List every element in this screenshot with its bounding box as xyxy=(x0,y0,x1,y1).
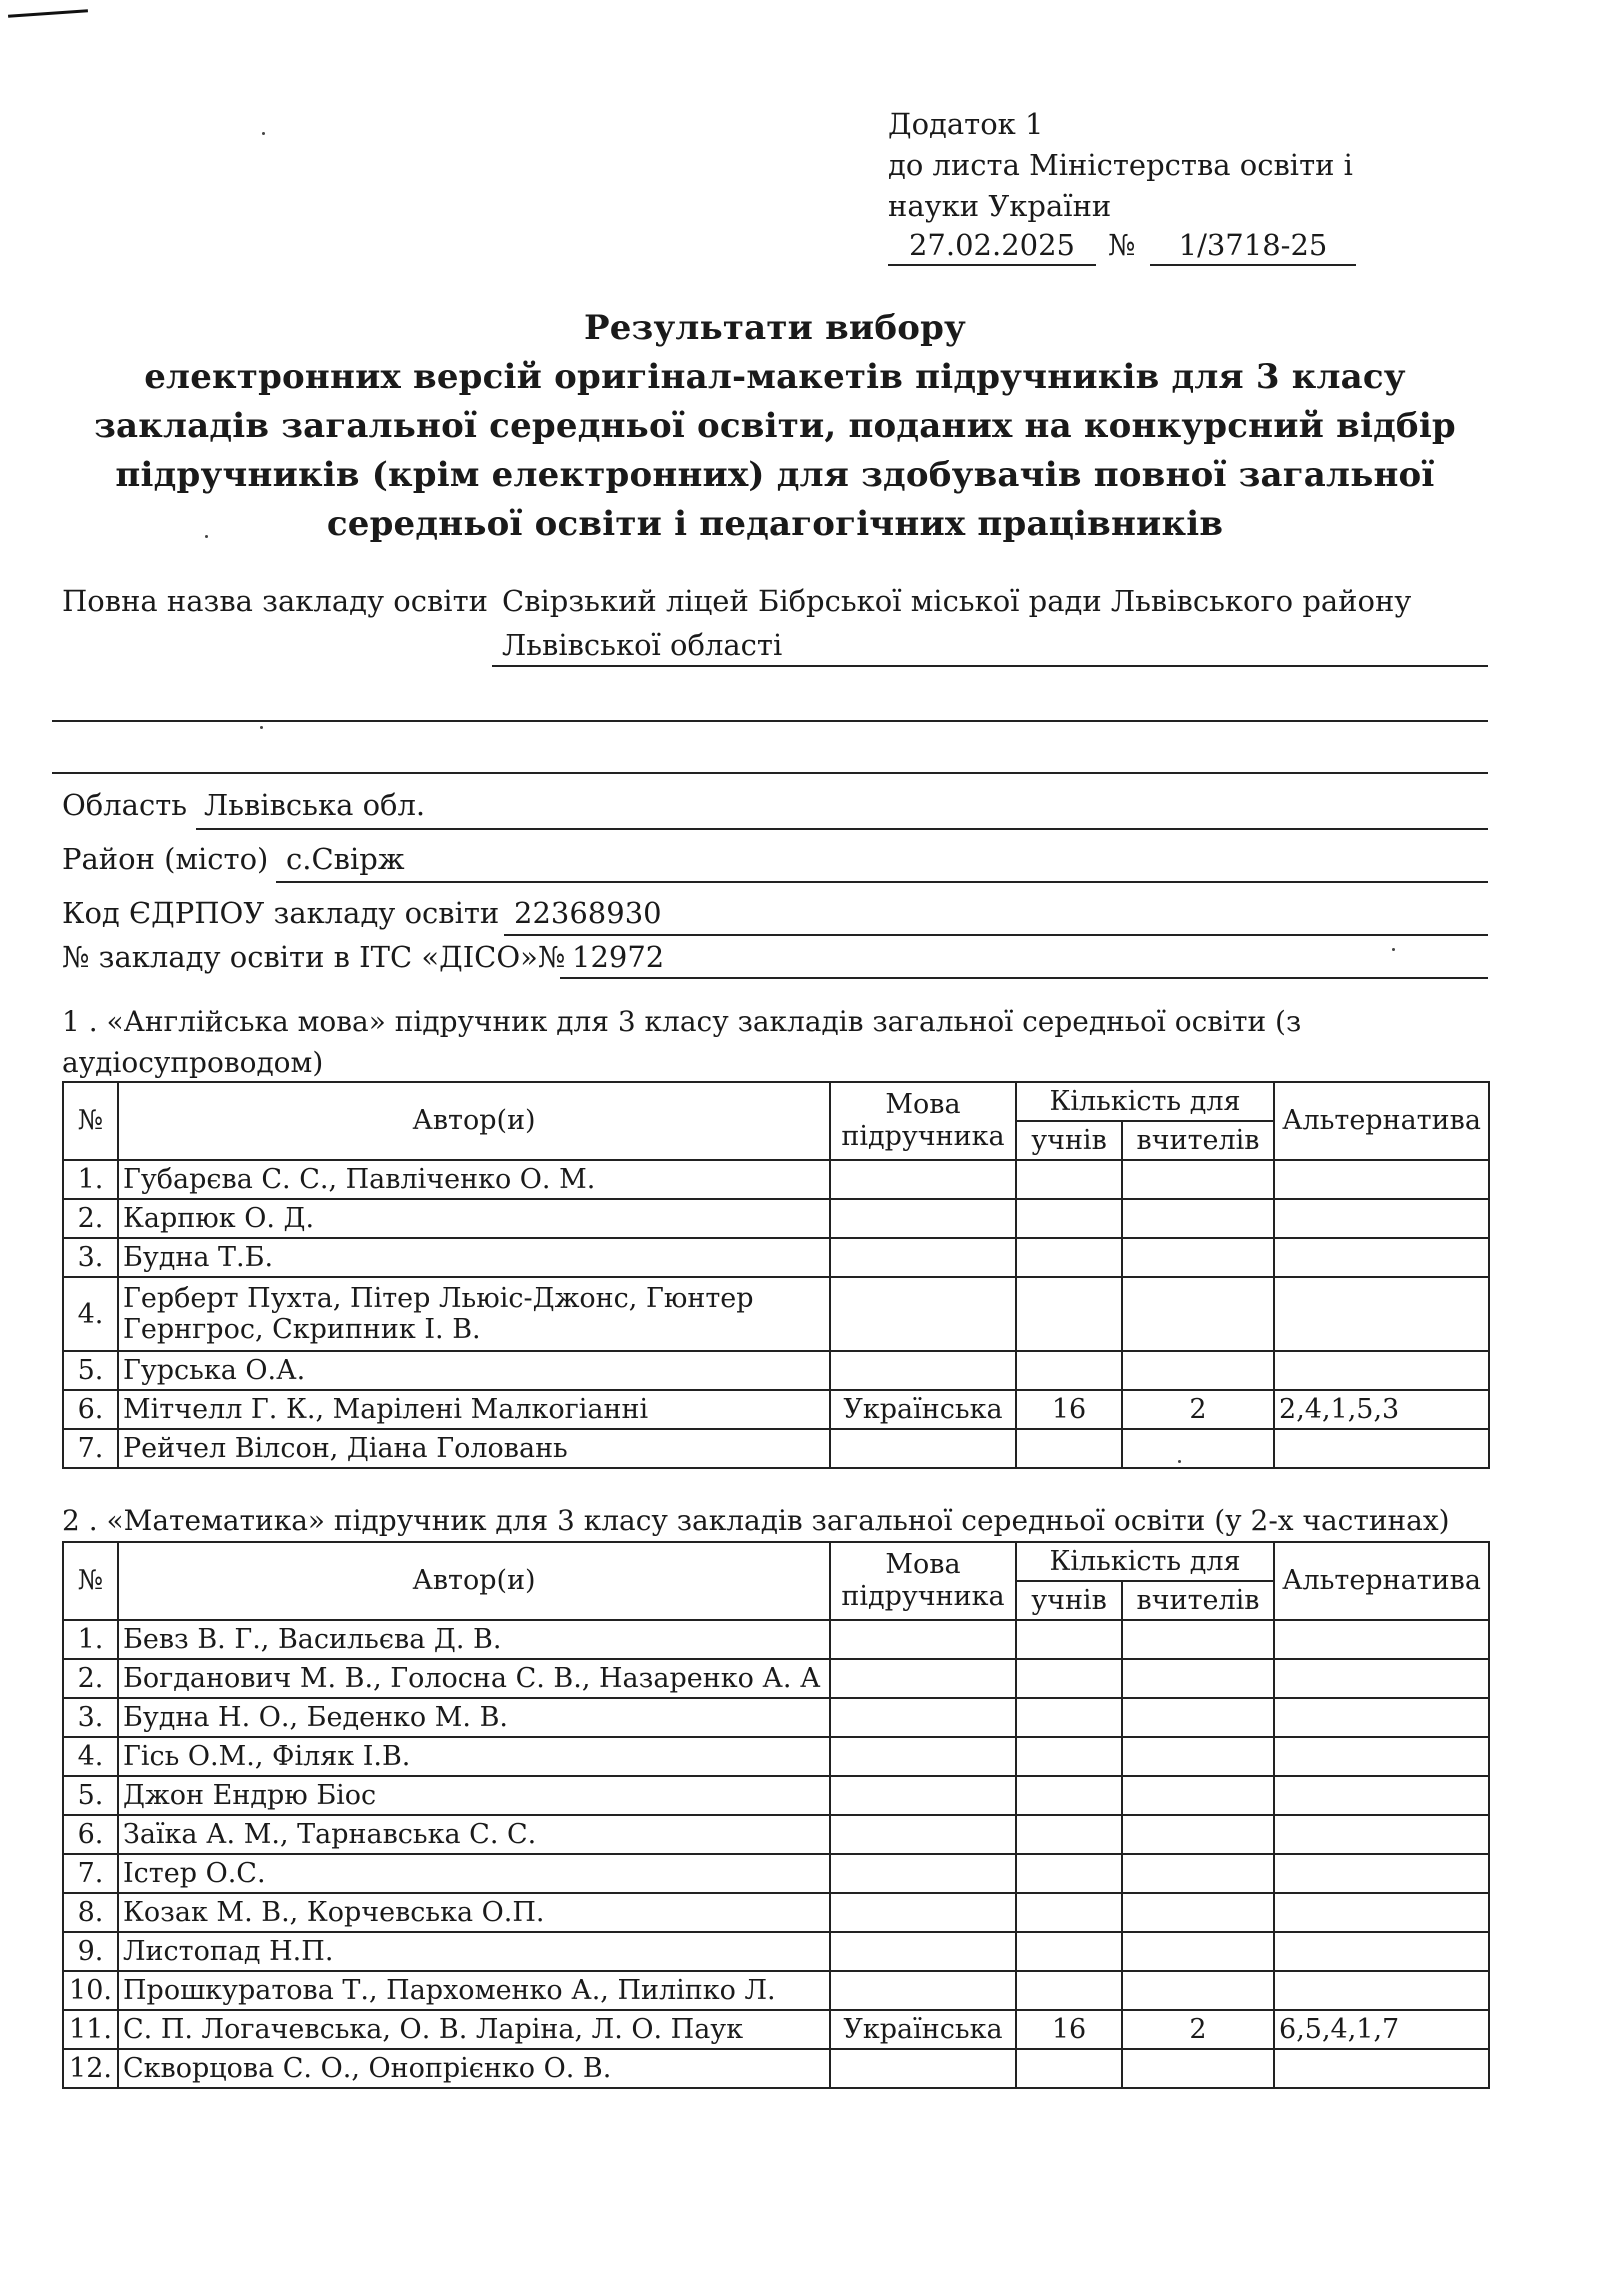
row-alternative xyxy=(1274,1659,1489,1698)
row-alternative xyxy=(1274,1429,1489,1468)
table-row xyxy=(63,1238,1489,1277)
section-1-heading xyxy=(62,1001,1482,1083)
row-teachers xyxy=(1122,1737,1274,1776)
row-students: 16 xyxy=(1016,2010,1122,2049)
row-language xyxy=(830,1776,1016,1815)
row-language xyxy=(830,1351,1016,1390)
col-header-language xyxy=(830,1082,1016,1160)
table-row xyxy=(63,1390,1489,1429)
row-teachers xyxy=(1122,1893,1274,1932)
edrpou-value: 22368930 xyxy=(514,896,662,930)
table-row xyxy=(63,1815,1489,1854)
title-line: Результати вибору xyxy=(583,308,967,348)
addendum-block xyxy=(888,104,1353,227)
row-alternative: 2,4,1,5,3 xyxy=(1274,1390,1489,1429)
table-row xyxy=(63,2049,1489,2088)
row-teachers: 2 xyxy=(1122,1390,1274,1429)
col-header-no: № xyxy=(63,1542,118,1620)
row-number: 2. xyxy=(63,1199,118,1238)
row-number: 6. xyxy=(63,1390,118,1429)
row-authors: Рейчел Вілсон, Діана Головань xyxy=(118,1429,830,1468)
row-language xyxy=(830,1277,1016,1351)
row-students xyxy=(1016,1351,1122,1390)
col-header-students: учнів xyxy=(1016,1581,1122,1620)
row-language xyxy=(830,1698,1016,1737)
district-value: с.Свірж xyxy=(286,842,405,876)
row-number: 12. xyxy=(63,2049,118,2088)
addendum-line: до листа Міністерства освіти і xyxy=(888,148,1353,182)
row-students xyxy=(1016,1620,1122,1659)
row-number: 5. xyxy=(63,1351,118,1390)
table-row xyxy=(63,1854,1489,1893)
row-language xyxy=(830,1932,1016,1971)
row-number: 2. xyxy=(63,1659,118,1698)
row-authors: Козак М. В., Корчевська О.П. xyxy=(118,1893,830,1932)
row-teachers xyxy=(1122,1351,1274,1390)
school-name-value: Свірзький ліцей Бібрської міської ради Львівського району xyxy=(502,584,1412,618)
col-header-authors: Автор(и) xyxy=(118,1542,830,1620)
row-authors: Прошкуратова Т., Пархоменко А., Пиліпко Л. xyxy=(118,1971,830,2010)
row-language xyxy=(830,1971,1016,2010)
underline xyxy=(196,828,1488,830)
row-number: 8. xyxy=(63,1893,118,1932)
row-language xyxy=(830,2049,1016,2088)
row-authors: Гурська О.А. xyxy=(118,1351,830,1390)
row-number: 6. xyxy=(63,1815,118,1854)
underline xyxy=(52,772,1488,774)
table-row xyxy=(63,1620,1489,1659)
row-authors: Бевз В. Г., Васильєва Д. В. xyxy=(118,1620,830,1659)
col-header-text: підручника xyxy=(841,1581,1005,1612)
row-language xyxy=(830,1620,1016,1659)
table-header-row xyxy=(63,1082,1489,1121)
row-language: Українська xyxy=(830,1390,1016,1429)
title-line: середньої освіти і педагогічних працівників xyxy=(326,504,1224,544)
row-authors: Гісь О.М., Філяк І.В. xyxy=(118,1737,830,1776)
addendum-line: Додаток 1 xyxy=(888,107,1044,141)
itc-label: № закладу освіти в ІТС «ДІСО»№ xyxy=(62,940,566,974)
row-authors: Будна Н. О., Беденко М. В. xyxy=(118,1698,830,1737)
row-language xyxy=(830,1893,1016,1932)
row-students xyxy=(1016,1971,1122,2010)
row-number: 1. xyxy=(63,1160,118,1199)
school-name-label: Повна назва закладу освіти xyxy=(62,584,488,618)
row-alternative: 6,5,4,1,7 xyxy=(1274,2010,1489,2049)
row-teachers xyxy=(1122,2049,1274,2088)
table-row xyxy=(63,1698,1489,1737)
pen-mark xyxy=(8,9,88,18)
title-line: електронних версій оригінал-макетів підручників для 3 класу xyxy=(144,357,1406,397)
row-alternative xyxy=(1274,1238,1489,1277)
row-students: 16 xyxy=(1016,1390,1122,1429)
row-students xyxy=(1016,2049,1122,2088)
row-alternative xyxy=(1274,2049,1489,2088)
row-alternative xyxy=(1274,1351,1489,1390)
title-line: підручників (крім електронних) для здобувачів повної загальної xyxy=(115,455,1435,495)
underline xyxy=(492,665,1488,667)
region-label: Область xyxy=(62,788,188,822)
row-language xyxy=(830,1659,1016,1698)
row-language xyxy=(830,1429,1016,1468)
row-teachers xyxy=(1122,1932,1274,1971)
row-teachers xyxy=(1122,1971,1274,2010)
table-row xyxy=(63,1659,1489,1698)
row-language: Українська xyxy=(830,2010,1016,2049)
title-line: закладів загальної середньої освіти, поданих на конкурсний відбір xyxy=(94,406,1456,446)
row-alternative xyxy=(1274,1199,1489,1238)
section-heading-line: аудіосупроводом) xyxy=(62,1046,324,1079)
col-header-quantity: Кількість для xyxy=(1016,1082,1274,1121)
row-authors: Листопад Н.П. xyxy=(118,1932,830,1971)
col-header-text: підручника xyxy=(841,1121,1005,1152)
row-language xyxy=(830,1160,1016,1199)
row-number: 11. xyxy=(63,2010,118,2049)
col-header-text: Мова xyxy=(885,1089,961,1120)
row-teachers xyxy=(1122,1238,1274,1277)
row-students xyxy=(1016,1815,1122,1854)
row-alternative xyxy=(1274,1776,1489,1815)
row-teachers xyxy=(1122,1620,1274,1659)
col-header-quantity: Кількість для xyxy=(1016,1542,1274,1581)
row-students xyxy=(1016,1659,1122,1698)
row-students xyxy=(1016,1199,1122,1238)
document-title xyxy=(60,304,1490,549)
row-teachers xyxy=(1122,1815,1274,1854)
row-alternative xyxy=(1274,1932,1489,1971)
row-language xyxy=(830,1815,1016,1854)
row-number: 7. xyxy=(63,1854,118,1893)
row-teachers xyxy=(1122,1429,1274,1468)
col-header-alternative: Альтернатива xyxy=(1274,1542,1489,1620)
row-alternative xyxy=(1274,1620,1489,1659)
row-teachers xyxy=(1122,1160,1274,1199)
row-teachers xyxy=(1122,1698,1274,1737)
row-authors: Будна Т.Б. xyxy=(118,1238,830,1277)
itc-value: 12972 xyxy=(572,940,665,974)
col-header-language xyxy=(830,1542,1016,1620)
row-authors: С. П. Логачевська, О. В. Ларіна, Л. О. Паук xyxy=(118,2010,830,2049)
row-authors: Губарєва С. С., Павліченко О. М. xyxy=(118,1160,830,1199)
row-alternative xyxy=(1274,1277,1489,1351)
row-teachers xyxy=(1122,1277,1274,1351)
col-header-text: Мова xyxy=(885,1549,961,1580)
edrpou-label: Код ЄДРПОУ закладу освіти xyxy=(62,896,500,930)
scan-speck xyxy=(262,132,265,135)
row-authors: Скворцова С. О., Онопрієнко О. В. xyxy=(118,2049,830,2088)
row-number: 9. xyxy=(63,1932,118,1971)
row-number: 7. xyxy=(63,1429,118,1468)
row-alternative xyxy=(1274,1737,1489,1776)
row-number: 5. xyxy=(63,1776,118,1815)
row-students xyxy=(1016,1277,1122,1351)
table-row xyxy=(63,1351,1489,1390)
row-students xyxy=(1016,1160,1122,1199)
row-students xyxy=(1016,1238,1122,1277)
underline xyxy=(560,977,1488,979)
row-alternative xyxy=(1274,1815,1489,1854)
addendum-line: науки України xyxy=(888,189,1112,223)
section-2-heading: 2 . «Математика» підручник для 3 класу закладів загальної середньої освіти (у 2-х частинах) xyxy=(62,1504,1450,1537)
english-textbooks-table xyxy=(62,1081,1490,1469)
col-header-no: № xyxy=(63,1082,118,1160)
row-language xyxy=(830,1737,1016,1776)
table-row xyxy=(63,1160,1489,1199)
row-authors: Богданович М. В., Голосна С. В., Назаренко А. А xyxy=(118,1659,830,1698)
row-alternative xyxy=(1274,1698,1489,1737)
row-alternative xyxy=(1274,1893,1489,1932)
table-row xyxy=(63,1199,1489,1238)
row-authors: Джон Ендрю Біос xyxy=(118,1776,830,1815)
number-sign: № xyxy=(1108,228,1136,262)
row-number: 3. xyxy=(63,1238,118,1277)
row-number: 4. xyxy=(63,1737,118,1776)
scan-speck xyxy=(260,726,263,729)
row-students xyxy=(1016,1854,1122,1893)
row-students xyxy=(1016,1429,1122,1468)
col-header-authors: Автор(и) xyxy=(118,1082,830,1160)
math-textbooks-table xyxy=(62,1541,1490,2089)
row-number: 10. xyxy=(63,1971,118,2010)
table-row xyxy=(63,1893,1489,1932)
school-name-value-cont: Львівської області xyxy=(502,628,783,662)
row-teachers: 2 xyxy=(1122,2010,1274,2049)
district-label: Район (місто) xyxy=(62,842,269,876)
row-authors: Карпюк О. Д. xyxy=(118,1199,830,1238)
row-language xyxy=(830,1199,1016,1238)
row-number: 4. xyxy=(63,1277,118,1351)
row-alternative xyxy=(1274,1854,1489,1893)
row-teachers xyxy=(1122,1199,1274,1238)
col-header-students: учнів xyxy=(1016,1121,1122,1160)
table-row xyxy=(63,1277,1489,1351)
row-number: 1. xyxy=(63,1620,118,1659)
region-value: Львівська обл. xyxy=(204,788,426,822)
table-row xyxy=(63,1429,1489,1468)
row-language xyxy=(830,1238,1016,1277)
row-students xyxy=(1016,1932,1122,1971)
row-authors: Заїка А. М., Тарнавська С. С. xyxy=(118,1815,830,1854)
scan-speck xyxy=(1392,948,1395,951)
row-authors: Мітчелл Г. К., Марілені Малкогіанні xyxy=(118,1390,830,1429)
table-row xyxy=(63,2010,1489,2049)
row-authors: Істер О.С. xyxy=(118,1854,830,1893)
table-row xyxy=(63,1971,1489,2010)
table-header-row xyxy=(63,1542,1489,1581)
col-header-teachers: вчителів xyxy=(1122,1581,1274,1620)
row-teachers xyxy=(1122,1854,1274,1893)
col-header-alternative: Альтернатива xyxy=(1274,1082,1489,1160)
underline xyxy=(504,934,1488,936)
row-language xyxy=(830,1854,1016,1893)
row-students xyxy=(1016,1776,1122,1815)
letter-date: 27.02.2025 xyxy=(888,228,1096,266)
row-alternative xyxy=(1274,1971,1489,2010)
table-row xyxy=(63,1776,1489,1815)
row-alternative xyxy=(1274,1160,1489,1199)
underline xyxy=(52,720,1488,722)
col-header-teachers: вчителів xyxy=(1122,1121,1274,1160)
row-students xyxy=(1016,1698,1122,1737)
row-number: 3. xyxy=(63,1698,118,1737)
row-students xyxy=(1016,1737,1122,1776)
table-row xyxy=(63,1932,1489,1971)
underline xyxy=(276,881,1488,883)
row-students xyxy=(1016,1893,1122,1932)
row-authors: Герберт Пухта, Пітер Льюіс-Джонс, Гюнтер Гернгрос, Скрипник І. В. xyxy=(118,1277,830,1351)
row-teachers xyxy=(1122,1659,1274,1698)
letter-number: 1/3718-25 xyxy=(1150,228,1356,266)
section-heading-line: 1 . «Англійська мова» підручник для 3 класу закладів загальної середньої освіти (з xyxy=(62,1005,1302,1038)
table-row xyxy=(63,1737,1489,1776)
row-teachers xyxy=(1122,1776,1274,1815)
